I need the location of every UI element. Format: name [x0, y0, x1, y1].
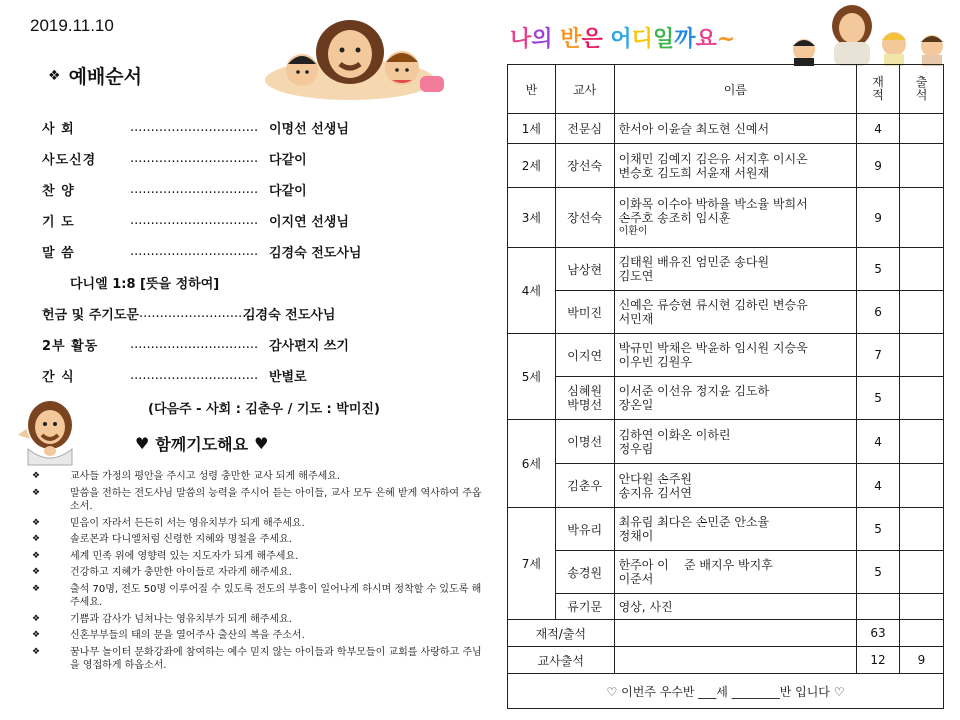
names-cell: 한주아 이 준 배지우 박지후 이준서	[614, 551, 856, 594]
praying-jesus-illustration	[14, 395, 86, 467]
teacher-attendance-row	[508, 647, 944, 674]
list-item: ❖ 기쁨과 감사가 넘쳐나는 영유치부가 되게 해주세요.	[32, 613, 292, 625]
table-row	[508, 594, 944, 620]
class-cell: 3세	[508, 188, 556, 248]
title-character: 은	[581, 27, 603, 52]
attendance-cell	[900, 420, 944, 464]
enrolled-cell: 9	[857, 188, 900, 248]
bulletin-date: 2019.11.10	[30, 16, 114, 35]
diamond-icon: ❖	[48, 67, 61, 84]
title-character: 의	[531, 27, 553, 52]
teacher-cell: 장선숙	[555, 144, 614, 188]
header-class: 반	[508, 65, 556, 114]
heart-icon: ♥	[254, 434, 269, 453]
list-item: ❖ 출석 70명, 전도 50명 이루어질 수 있도록 전도의 부흥이 일어나게 하시며 정착할 수 있도록 해주세요.	[32, 583, 482, 608]
names-cell: 안다원 손주원 송지유 김서연	[614, 464, 856, 508]
title-character: 나	[510, 27, 532, 52]
attendance-cell	[900, 464, 944, 508]
enrolled-cell: 9	[857, 144, 900, 188]
class-cell: 1세	[508, 114, 556, 144]
names-cell: 이화목 이수아 박하율 박소율 박희서 손주호 송조히 임시훈 이환이	[614, 188, 856, 248]
teacher-present: 9	[900, 647, 944, 674]
teacher-cell: 심혜원 박명선	[555, 377, 614, 420]
roster-title	[510, 22, 735, 53]
table-row	[508, 377, 944, 420]
attendance-cell	[900, 334, 944, 377]
roster-title-text	[510, 27, 735, 52]
order-row: 헌금 및 주기도문 ............................... 김경숙 전도사님	[42, 306, 336, 323]
teacher-cell: 전문심	[555, 114, 614, 144]
table-row	[508, 248, 944, 291]
class-roster-table	[507, 64, 944, 709]
title-character: 일	[652, 27, 675, 52]
title-character	[553, 27, 561, 52]
names-cell: 이채민 김예지 김은유 서지후 이시온 변승호 김도희 서윤재 서원재	[614, 144, 856, 188]
title-character	[603, 27, 611, 52]
jesus-children-illustration	[262, 18, 447, 100]
list-item: ❖ 믿음이 자라서 든든히 서는 영유치부가 되게 해주세요.	[32, 517, 305, 529]
prayer-list	[32, 470, 482, 676]
enrolled-cell: 4	[857, 464, 900, 508]
heart-icon: ♥	[135, 434, 150, 453]
teacher-cell: 박유리	[555, 508, 614, 551]
enrolled-cell: 5	[857, 508, 900, 551]
enrolled-cell	[857, 594, 900, 620]
table-row	[508, 420, 944, 464]
header-enrolled: 재적	[857, 65, 900, 114]
prayer-section-title: ♥ 함께기도해요 ♥	[135, 434, 269, 454]
names-cell: 김하연 이화온 이하린 정우림	[614, 420, 856, 464]
order-row: 사도신경 ............................... 다같이	[42, 151, 307, 168]
teacher-cell: 박미진	[555, 291, 614, 334]
total-row	[508, 620, 944, 647]
attendance-cell	[900, 377, 944, 420]
order-row: 2부 활동 ............................... 감사편지 쓰기	[42, 337, 349, 354]
table-row	[508, 551, 944, 594]
best-class-line: ♡ 이번주 우수반 ___세 ________반 입니다 ♡	[508, 674, 944, 709]
enrolled-cell: 4	[857, 420, 900, 464]
next-week-note: (다음주 - 사회 : 김춘우 / 기도 : 박미진)	[148, 402, 380, 417]
total-enrolled: 63	[857, 620, 900, 647]
teacher-cell: 이지연	[555, 334, 614, 377]
list-item: ❖ 교사들 가정의 평안을 주시고 성령 충만한 교사 되게 해주세요.	[32, 471, 341, 482]
list-item: ❖ 세계 민족 위에 영향력 있는 지도자가 되게 해주세요.	[32, 550, 299, 562]
attendance-cell	[900, 291, 944, 334]
names-cell: 신예은 류승현 류시현 김하린 변승유 서민재	[614, 291, 856, 334]
attendance-cell	[900, 594, 944, 620]
total-label: 재적/출석	[508, 620, 615, 647]
enrolled-cell: 5	[857, 551, 900, 594]
teacher-cell: 류기문	[555, 594, 614, 620]
header-teacher: 교사	[555, 65, 614, 114]
table-row	[508, 464, 944, 508]
order-row: 말 씀 ............................... 김경숙 전도사님	[42, 244, 362, 261]
total-attendance	[900, 620, 944, 647]
teacher-cell: 남상현	[555, 248, 614, 291]
enrolled-cell: 5	[857, 248, 900, 291]
order-row: 간 식 ............................... 반별로	[42, 368, 307, 385]
title-character: 디	[631, 27, 653, 52]
children-group-illustration	[782, 4, 957, 66]
title-character: 요	[695, 27, 717, 52]
names-cell: 김태원 배유진 엄민준 송다원 김도연	[614, 248, 856, 291]
list-item: ❖ 솔로몬과 다니엘처럼 신령한 지혜와 명철을 주세요.	[32, 534, 292, 545]
enrolled-cell: 5	[857, 377, 900, 420]
title-character: ~	[716, 27, 736, 52]
list-item: ❖ 말씀을 전하는 전도사님 말씀의 능력을 주시어 듣는 아이들, 교사 모두 은혜 받게 역사하여 주옵소서.	[32, 487, 482, 512]
names-cell: 한서아 이윤슬 최도현 신예서	[614, 114, 856, 144]
order-row: 사 회 ............................... 이명선 선생님	[42, 120, 349, 137]
header-attendance: 출석	[900, 65, 944, 114]
order-row: 찬 양 ............................... 다같이	[42, 182, 307, 199]
table-row	[508, 188, 944, 248]
names-cell: 최유림 최다은 손민준 안소율 정채이	[614, 508, 856, 551]
enrolled-cell: 7	[857, 334, 900, 377]
attendance-cell	[900, 114, 944, 144]
order-row: 기 도 ............................... 이지연 선생님	[42, 213, 349, 230]
names-cell: 박규민 박채은 박윤하 임시원 지승욱 이우빈 김원우	[614, 334, 856, 377]
teacher-cell: 이명선	[555, 420, 614, 464]
footer-row	[508, 674, 944, 709]
attendance-cell	[900, 248, 944, 291]
total-names-cell	[614, 620, 856, 647]
teacher-names-cell	[614, 647, 856, 674]
attendance-cell	[900, 188, 944, 248]
title-character: 어	[610, 27, 632, 52]
attendance-cell	[900, 144, 944, 188]
teacher-cell: 장선숙	[555, 188, 614, 248]
enrolled-cell: 4	[857, 114, 900, 144]
title-character: 까	[674, 27, 696, 52]
attendance-cell	[900, 508, 944, 551]
teacher-cell: 김춘우	[555, 464, 614, 508]
attendance-cell	[900, 551, 944, 594]
class-cell: 7세	[508, 508, 556, 620]
list-item: ❖ 신혼부부들의 태의 문을 열어주사 출산의 복을 주소서.	[32, 630, 305, 641]
class-cell: 2세	[508, 144, 556, 188]
class-cell: 4세	[508, 248, 556, 334]
table-row	[508, 144, 944, 188]
table-header-row	[508, 65, 944, 114]
table-row	[508, 291, 944, 334]
names-cell: 영상, 사진	[614, 594, 856, 620]
teacher-enrolled: 12	[857, 647, 900, 674]
worship-order-title: ❖ 예배순서	[48, 66, 142, 88]
header-names: 이름	[614, 65, 856, 114]
table-row	[508, 508, 944, 551]
table-row	[508, 114, 944, 144]
table-row	[508, 334, 944, 377]
list-item: ❖ 건강하고 지혜가 충만한 아이들로 자라게 해주세요.	[32, 567, 292, 578]
teacher-cell: 송경원	[555, 551, 614, 594]
list-item: ❖ 꿈나무 놀이터 문화강좌에 참여하는 예수 믿지 않는 아이들과 학부모들이 교회를 사랑하고 주님을 영접하게 하옵소서.	[32, 646, 482, 671]
class-cell: 6세	[508, 420, 556, 508]
names-cell: 이서준 이선유 정지윤 김도하 장온일	[614, 377, 856, 420]
title-character: 반	[560, 27, 582, 52]
teacher-attendance-label: 교사출석	[508, 647, 615, 674]
worship-order-list	[42, 112, 462, 391]
class-cell: 5세	[508, 334, 556, 420]
scripture-reference: 다니엘 1:8 [뜻을 정하여]	[70, 277, 220, 292]
enrolled-cell: 6	[857, 291, 900, 334]
